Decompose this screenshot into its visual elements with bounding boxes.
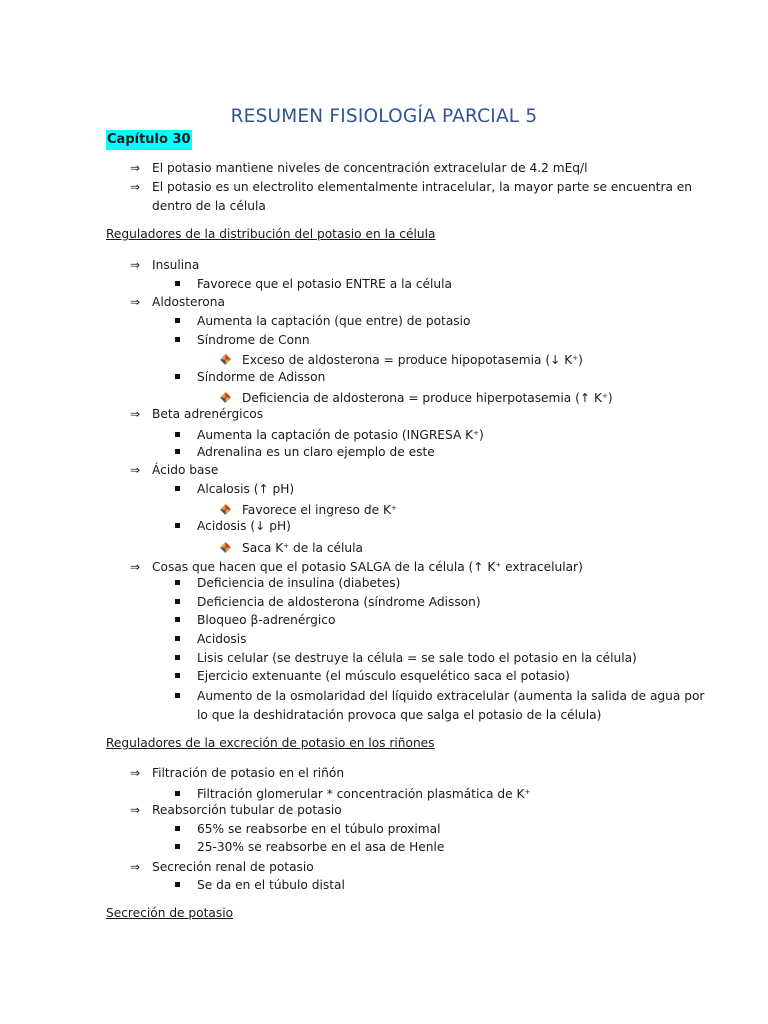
- square-bullet-icon: [175, 844, 180, 849]
- list-item: Filtración glomerular * concentración plasmática de K+: [175, 783, 530, 803]
- list-item: ⇒ Beta adrenérgicos: [130, 407, 264, 421]
- list-item: Acidosis: [175, 630, 247, 648]
- square-bullet-icon: [175, 673, 180, 678]
- list-item: ⇒ Filtración de potasio en el riñón: [130, 766, 345, 780]
- list-item: Síndorme de Adisson: [175, 368, 325, 386]
- list-item: Deficiencia de insulina (diabetes): [175, 574, 400, 592]
- square-bullet-icon: [175, 599, 180, 604]
- double-arrow-icon: ⇒: [130, 860, 141, 874]
- list-item: Deficiencia de aldosterona = produce hiperpotasemia (↑ K+): [220, 387, 613, 407]
- list-item: Adrenalina es un claro ejemplo de este: [175, 443, 435, 461]
- square-bullet-icon: [175, 826, 180, 831]
- square-bullet-icon: [175, 655, 180, 660]
- square-bullet-icon: [175, 791, 180, 796]
- list-item: 65% se reabsorbe en el túbulo proximal: [175, 820, 440, 838]
- double-arrow-icon: ⇒: [130, 560, 141, 574]
- square-bullet-icon: [175, 432, 180, 437]
- document-title: RESUMEN FISIOLOGÍA PARCIAL 5: [230, 106, 538, 127]
- list-item: ⇒ Insulina: [130, 258, 200, 272]
- double-arrow-icon: ⇒: [130, 803, 141, 817]
- list-item-continuation: lo que la deshidratación provoca que salga el potasio de la célula): [197, 708, 602, 722]
- double-arrow-icon: ⇒: [130, 463, 141, 477]
- section-heading: Reguladores de la distribución del potasio en la célula: [106, 227, 436, 241]
- square-bullet-icon: [175, 337, 180, 342]
- double-arrow-icon: ⇒: [130, 766, 141, 780]
- list-item: Saca K+ de la célula: [220, 537, 363, 557]
- double-arrow-icon: ⇒: [130, 258, 141, 272]
- double-arrow-icon: ⇒: [130, 295, 141, 309]
- list-item: ⇒ El potasio es un electrolito elementalmente intracelular, la mayor parte se encuentra en: [130, 180, 693, 194]
- list-item: Alcalosis (↑ pH): [175, 480, 294, 498]
- square-bullet-icon: [175, 882, 180, 887]
- square-bullet-icon: [175, 617, 180, 622]
- list-item: Bloqueo β-adrenérgico: [175, 611, 335, 629]
- square-bullet-icon: [175, 693, 180, 698]
- square-bullet-icon: [175, 523, 180, 528]
- list-item: Deficiencia de aldosterona (síndrome Adisson): [175, 593, 481, 611]
- list-item: ⇒ Ácido base: [130, 463, 219, 477]
- list-item: Aumenta la captación (que entre) de potasio: [175, 312, 471, 330]
- list-item: ⇒ Secreción renal de potasio: [130, 860, 314, 874]
- list-item: ⇒ Cosas que hacen que el potasio SALGA de la célula (↑ K+ extracelular): [130, 560, 583, 574]
- square-bullet-icon: [175, 449, 180, 454]
- diamond-bullet-icon: [220, 542, 231, 553]
- list-item: Lisis celular (se destruye la célula = se sale todo el potasio en la célula): [175, 649, 637, 667]
- list-item: Ejercicio extenuante (el músculo esquelético saca el potasio): [175, 667, 570, 685]
- list-item: Favorece que el potasio ENTRE a la célula: [175, 275, 452, 293]
- double-arrow-icon: ⇒: [130, 161, 141, 175]
- chapter-heading: Capítulo 30: [106, 130, 192, 150]
- list-item: Síndrome de Conn: [175, 331, 310, 349]
- section-heading: Secreción de potasio: [106, 906, 234, 920]
- list-item: Exceso de aldosterona = produce hipopotasemia (↓ K+): [220, 349, 583, 369]
- list-item-continuation: dentro de la célula: [152, 199, 266, 213]
- square-bullet-icon: [175, 374, 180, 379]
- list-item: ⇒ El potasio mantiene niveles de concentración extracelular de 4.2 mEq/l: [130, 161, 588, 175]
- list-item: Favorece el ingreso de K+: [220, 499, 397, 519]
- list-item: ⇒ Aldosterona: [130, 295, 225, 309]
- double-arrow-icon: ⇒: [130, 407, 141, 421]
- diamond-bullet-icon: [220, 392, 231, 403]
- list-item: ⇒ Reabsorción tubular de potasio: [130, 803, 342, 817]
- square-bullet-icon: [175, 318, 180, 323]
- diamond-bullet-icon: [220, 354, 231, 365]
- square-bullet-icon: [175, 636, 180, 641]
- list-item: Acidosis (↓ pH): [175, 517, 291, 535]
- list-item: Aumento de la osmolaridad del líquido extracelular (aumenta la salida de agua por: [175, 687, 704, 705]
- list-item: Se da en el túbulo distal: [175, 876, 345, 894]
- double-arrow-icon: ⇒: [130, 180, 141, 194]
- square-bullet-icon: [175, 486, 180, 491]
- square-bullet-icon: [175, 580, 180, 585]
- section-heading: Reguladores de la excreción de potasio en los riñones: [106, 736, 435, 750]
- list-item: Aumenta la captación de potasio (INGRESA K+): [175, 424, 484, 444]
- list-item: 25-30% se reabsorbe en el asa de Henle: [175, 838, 444, 856]
- square-bullet-icon: [175, 281, 180, 286]
- diamond-bullet-icon: [220, 504, 231, 515]
